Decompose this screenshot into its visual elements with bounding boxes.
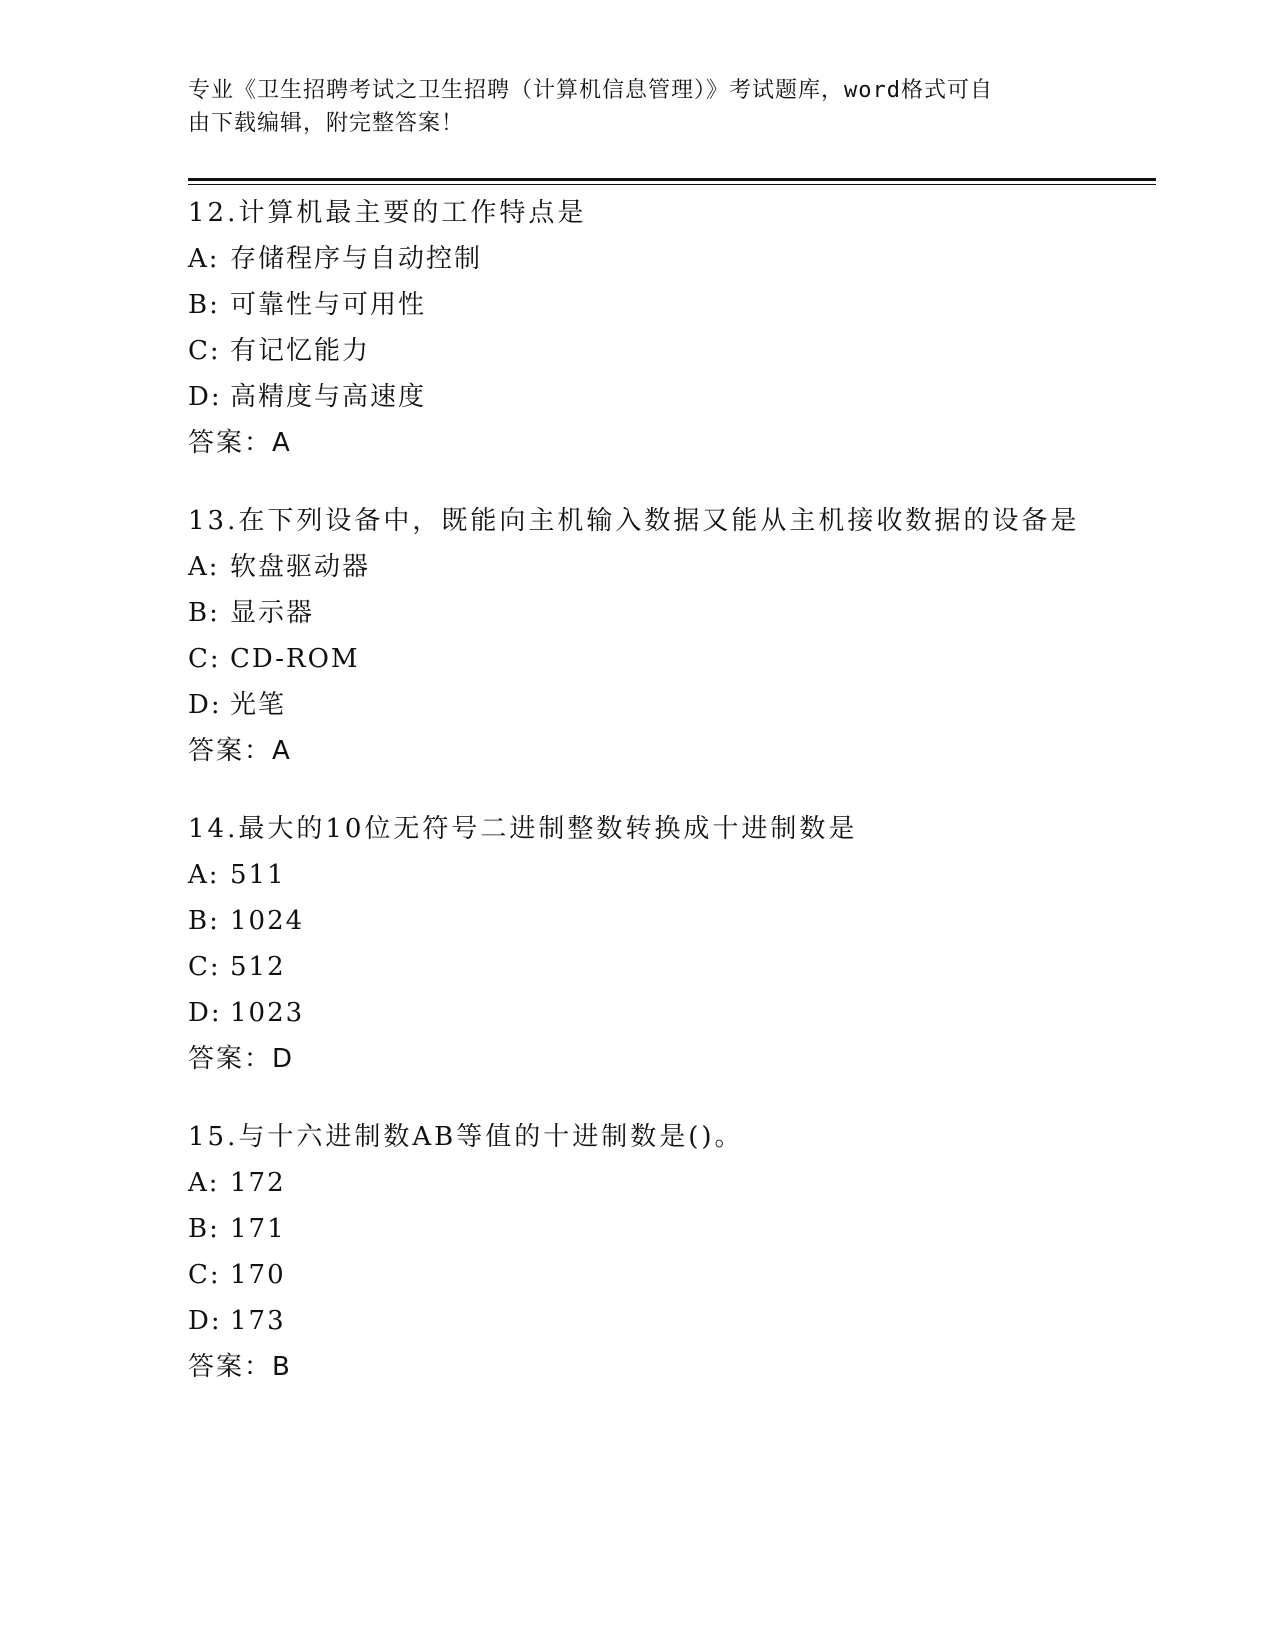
answer-line: 答案：A [188, 736, 292, 766]
option-letter: C: [188, 1260, 221, 1290]
option-text: 512 [230, 952, 286, 982]
option-text: 171 [230, 1214, 286, 1244]
answer-line: 答案：B [188, 1352, 292, 1382]
option-c [188, 944, 1156, 990]
option-letter: A: [188, 1168, 220, 1198]
option-text: 1024 [230, 906, 305, 936]
header-line-1: 专业《卫生招聘考试之卫生招聘（计算机信息管理）》考试题库，word格式可自 [188, 78, 993, 103]
option-letter: C: [188, 952, 221, 982]
option-text: 173 [230, 1306, 286, 1336]
option-text: 可靠性与可用性 [230, 290, 427, 320]
question-title: 12.计算机最主要的工作特点是 [188, 198, 587, 228]
header-line-2: 由下载编辑，附完整答案！ [188, 111, 465, 136]
option-letter: C: [188, 336, 221, 366]
question-title: 13.在下列设备中，既能向主机输入数据又能从主机接收数据的设备是 [188, 506, 1080, 536]
option-letter: D: [188, 690, 222, 720]
option-text: 光笔 [230, 690, 287, 720]
option-text: 170 [230, 1260, 286, 1290]
option-letter: B: [188, 290, 220, 320]
option-a [188, 236, 1156, 282]
option-d [188, 990, 1156, 1036]
option-text: 存储程序与自动控制 [230, 244, 483, 274]
option-text: 有记忆能力 [230, 336, 371, 366]
option-text: 软盘驱动器 [230, 552, 371, 582]
option-letter: B: [188, 906, 220, 936]
option-text: 511 [230, 860, 286, 890]
question-title: 14.最大的10位无符号二进制整数转换成十进制数是 [188, 814, 858, 844]
option-text: 1023 [230, 998, 305, 1028]
question-15 [188, 1114, 1156, 1390]
question-12 [188, 190, 1156, 466]
option-letter: B: [188, 1214, 220, 1244]
option-letter: B: [188, 598, 220, 628]
answer-line: 答案：A [188, 428, 292, 458]
option-text: CD-ROM [230, 644, 360, 674]
option-letter: A: [188, 860, 220, 890]
option-d [188, 1298, 1156, 1344]
option-d [188, 682, 1156, 728]
header-divider-thin [188, 184, 1156, 185]
option-text: 高精度与高速度 [230, 382, 427, 412]
option-text: 172 [230, 1168, 286, 1198]
option-letter: A: [188, 552, 220, 582]
document-header [188, 74, 1068, 140]
option-b [188, 282, 1156, 328]
question-list [188, 190, 1156, 1422]
header-divider-thick [188, 178, 1156, 181]
option-letter: D: [188, 1306, 222, 1336]
option-b [188, 1206, 1156, 1252]
option-b [188, 898, 1156, 944]
option-a [188, 544, 1156, 590]
option-c [188, 328, 1156, 374]
option-letter: D: [188, 998, 222, 1028]
option-letter: A: [188, 244, 220, 274]
question-13 [188, 498, 1156, 774]
option-letter: D: [188, 382, 222, 412]
option-a [188, 1160, 1156, 1206]
option-text: 显示器 [230, 598, 315, 628]
question-14 [188, 806, 1156, 1082]
option-a [188, 852, 1156, 898]
question-title: 15.与十六进制数AB等值的十进制数是()。 [188, 1122, 744, 1152]
option-c [188, 1252, 1156, 1298]
answer-line: 答案：D [188, 1044, 295, 1074]
option-d [188, 374, 1156, 420]
option-letter: C: [188, 644, 221, 674]
option-b [188, 590, 1156, 636]
option-c [188, 636, 1156, 682]
